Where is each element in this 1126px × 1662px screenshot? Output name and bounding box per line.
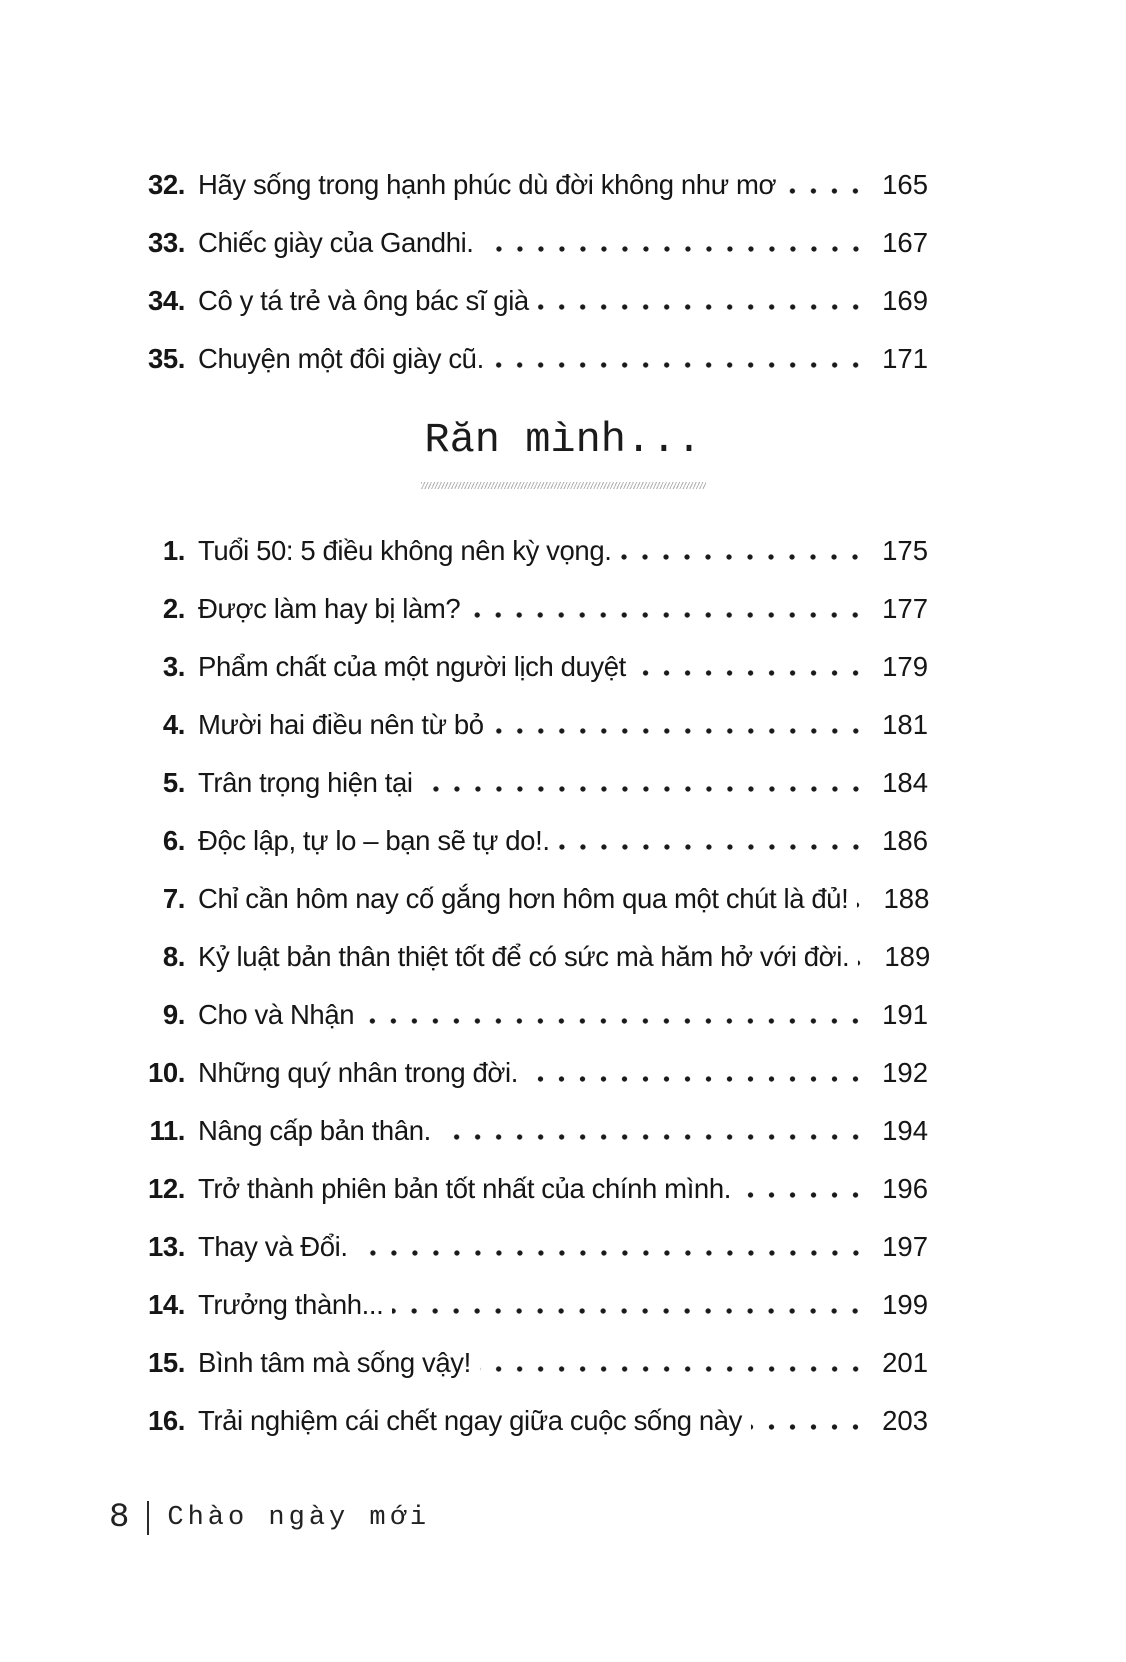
toc-entry — [107, 812, 928, 870]
dot-leader — [422, 786, 866, 792]
toc-entry-number: 6. — [162, 825, 185, 856]
toc-entry-title: Kỷ luật bản thân thiệt tốt để có sức mà hăm hở với đời. — [198, 941, 850, 972]
toc-entry — [107, 928, 931, 986]
toc-entry-page: 169 — [882, 285, 928, 316]
toc-entry-page: 181 — [882, 709, 928, 740]
toc-entry-title: Cho và Nhận — [198, 999, 355, 1030]
toc-entry-number: 32. — [147, 169, 185, 200]
toc-entry — [107, 214, 928, 272]
dot-leader — [538, 304, 866, 310]
toc-entry-page: 199 — [882, 1289, 928, 1320]
toc-entry — [107, 1392, 928, 1450]
toc-entry-title: Phẩm chất của một người lịch duyệt — [198, 651, 626, 682]
toc-entry-title: Thay và Đổi. — [198, 1231, 348, 1262]
toc-entry-page: 186 — [882, 825, 928, 856]
dot-leader — [527, 1076, 866, 1082]
toc-entry-number: 7. — [162, 883, 185, 914]
toc-entry — [107, 1102, 928, 1160]
dot-leader — [751, 1424, 866, 1430]
dot-leader — [483, 246, 866, 252]
toc-entry-page: 177 — [882, 593, 928, 624]
toc-entry-title: Trở thành phiên bản tốt nhất của chính mình. — [198, 1173, 731, 1204]
toc-main-section — [107, 522, 931, 1450]
dot-leader — [493, 362, 866, 368]
toc-entry-title: Hãy sống trong hạnh phúc dù đời không như mơ — [198, 169, 777, 200]
toc-entry-page: 165 — [882, 169, 928, 200]
toc-entry-title: Những quý nhân trong đời. — [198, 1057, 518, 1088]
toc-entry-number: 34. — [147, 285, 185, 316]
toc-top-section — [107, 156, 928, 388]
toc-entry — [107, 986, 928, 1044]
toc-entry-page: 194 — [882, 1115, 928, 1146]
toc-entry-title: Nâng cấp bản thân. — [198, 1115, 431, 1146]
toc-entry-number: 16. — [147, 1405, 185, 1436]
dot-leader — [857, 902, 867, 908]
toc-entry-page: 184 — [882, 767, 928, 798]
toc-entry — [107, 1334, 928, 1392]
toc-entry-title: Trưởng thành... — [198, 1289, 384, 1320]
toc-entry-number: 13. — [147, 1231, 185, 1262]
toc-entry — [107, 1044, 928, 1102]
toc-entry-number: 4. — [162, 709, 185, 740]
toc-entry-page: 191 — [882, 999, 928, 1030]
toc-entry-page: 197 — [882, 1231, 928, 1262]
toc-entry-page: 188 — [883, 883, 930, 914]
dot-leader — [635, 670, 866, 676]
toc-entry — [107, 754, 928, 812]
toc-entry — [107, 580, 928, 638]
toc-entry — [107, 330, 928, 388]
footer-page-number: 8 — [109, 1499, 130, 1537]
toc-entry — [107, 1276, 928, 1334]
toc-entry-number: 8. — [162, 941, 185, 972]
toc-entry — [107, 272, 928, 330]
toc-entry-title: Cô y tá trẻ và ông bác sĩ già — [198, 285, 529, 316]
footer-divider — [147, 1501, 149, 1535]
toc-entry-title: Chỉ cần hôm nay cố gắng hơn hôm qua một chút là đủ! — [198, 883, 849, 914]
toc-entry-page: 196 — [882, 1173, 928, 1204]
toc-entry — [107, 1218, 928, 1276]
dot-leader — [559, 844, 866, 850]
toc-entry — [107, 870, 928, 928]
section-title: Răn mình... — [424, 416, 702, 464]
toc-entry-page: 171 — [882, 343, 928, 374]
dot-leader — [493, 728, 866, 734]
toc-entry-number: 35. — [147, 343, 185, 374]
toc-entry-page: 203 — [882, 1405, 928, 1436]
toc-entry-title: Chiếc giày của Gandhi. — [198, 227, 474, 258]
page-footer — [109, 1498, 928, 1538]
dot-leader — [357, 1250, 866, 1256]
toc-entry-title: Bình tâm mà sống vậy! — [198, 1347, 471, 1378]
toc-entry-title: Tuổi 50: 5 điều không nên kỳ vọng. — [198, 535, 612, 566]
toc-entry — [107, 696, 928, 754]
toc-entry-page: 179 — [882, 651, 928, 682]
toc-entry-number: 12. — [147, 1173, 185, 1204]
toc-entry-number: 15. — [147, 1347, 185, 1378]
toc-entry-page: 192 — [882, 1057, 928, 1088]
toc-entry-title: Được làm hay bị làm? — [198, 593, 461, 624]
section-title-hatched-underline — [421, 482, 706, 489]
toc-entry-number: 2. — [162, 593, 185, 624]
toc-entry — [107, 522, 928, 580]
dot-leader — [785, 188, 866, 194]
toc-entry — [107, 638, 928, 696]
toc-entry-number: 1. — [162, 535, 185, 566]
dot-leader — [392, 1308, 866, 1314]
toc-entry-title: Trân trọng hiện tại — [198, 767, 413, 798]
toc-entry-page: 175 — [882, 535, 928, 566]
toc-entry-title: Mười hai điều nên từ bỏ — [198, 709, 484, 740]
dot-leader — [440, 1134, 866, 1140]
dot-leader — [740, 1192, 866, 1198]
dot-leader — [469, 612, 866, 618]
dot-leader — [363, 1018, 866, 1024]
toc-entry — [107, 1160, 928, 1218]
toc-entry-page: 167 — [882, 227, 928, 258]
dot-leader — [480, 1366, 866, 1372]
toc-entry-number: 3. — [162, 651, 185, 682]
toc-entry-number: 9. — [162, 999, 185, 1030]
toc-entry-title: Độc lập, tự lo – bạn sẽ tự do!. — [198, 825, 550, 856]
toc-entry-page: 201 — [882, 1347, 928, 1378]
toc-entry — [107, 156, 928, 214]
toc-entry-number: 10. — [147, 1057, 185, 1088]
toc-entry-page: 189 — [884, 941, 931, 972]
toc-entry-title: Chuyện một đôi giày cũ. — [198, 343, 484, 374]
dot-leader — [858, 960, 868, 966]
toc-entry-number: 11. — [149, 1115, 185, 1146]
dot-leader — [620, 554, 866, 560]
toc-entry-title: Trải nghiệm cái chết ngay giữa cuộc sống này — [198, 1405, 742, 1436]
toc-entry-number: 14. — [147, 1289, 185, 1320]
section-header — [0, 412, 1126, 489]
footer-book-title: Chào ngày mới — [167, 1503, 431, 1533]
toc-entry-number: 5. — [162, 767, 185, 798]
toc-entry-number: 33. — [147, 227, 185, 258]
